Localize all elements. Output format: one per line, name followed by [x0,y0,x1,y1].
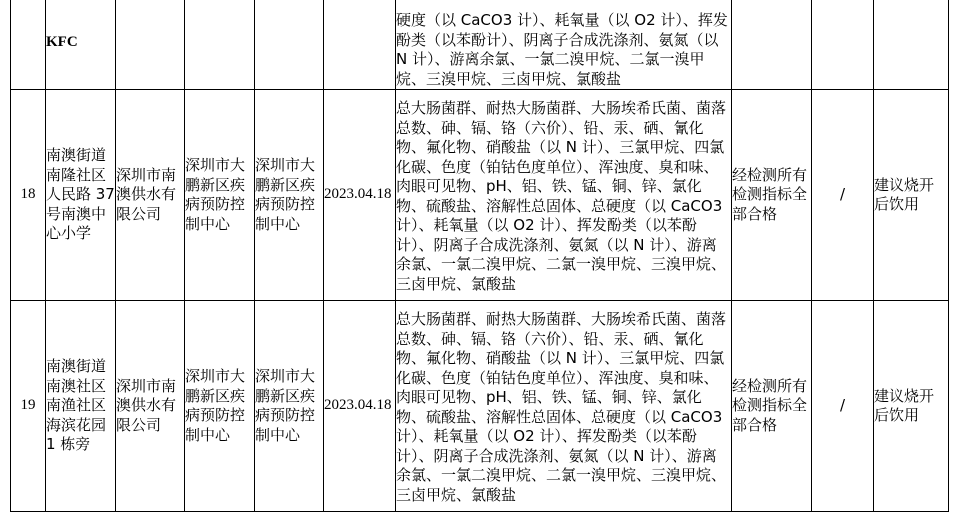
advice: 建议烧开后饮用 [874,90,949,301]
sampling-unit: 深圳市大鹏新区疾病预防控制中心 [185,301,255,512]
testing-unit [255,0,324,90]
test-items [396,0,732,90]
test-result: 经检测所有检测指标全部合格 [732,301,812,512]
sampling-date: 2023.04.18 [324,90,396,301]
test-items-text: 总大肠菌群、耐热大肠菌群、大肠埃希氏菌、菌落总数、砷、镉、铬（六价）、铅、汞、硒、氰化物、氟化物、硝酸盐（以 N 计）、三氯甲烷、四氯化碳、色度（铂钴色度单位）、浑浊度、臭和味、肉眼可见物、pH、铝、铁、锰、铜、锌、氯化物、硫酸盐、溶解性总固体、总硬度（以 CaCO3 计）、耗氧量（以 O2 计）、挥发酚类（以苯酚计）、阴离子合成洗涤剂、氨氮（以 N 计）、游离余氯、一氯二溴甲烷、二氯一溴甲烷、三溴甲烷、三卤甲烷、氯酸盐 [396,310,727,504]
unqualified-items [812,0,874,90]
table-row [11,0,949,90]
water-supplier [116,0,185,90]
testing-unit: 深圳市大鹏新区疾病预防控制中心 [255,301,324,512]
unqualified-items: / [812,301,874,512]
sampling-date [324,0,396,90]
row-number: 19 [11,301,46,512]
sampling-location: KFC [46,0,116,90]
test-items [396,90,732,301]
table-row [11,90,949,301]
advice [874,0,949,90]
water-quality-table [10,0,949,512]
test-result: 经检测所有检测指标全部合格 [732,90,812,301]
water-supplier: 深圳市南澳供水有限公司 [116,301,185,512]
sampling-unit [185,0,255,90]
water-supplier: 深圳市南澳供水有限公司 [116,90,185,301]
test-result [732,0,812,90]
sampling-unit: 深圳市大鹏新区疾病预防控制中心 [185,90,255,301]
testing-unit: 深圳市大鹏新区疾病预防控制中心 [255,90,324,301]
test-items [396,301,732,512]
test-items-text: 硬度（以 CaCO3 计）、耗氧量（以 O2 计）、挥发酚类（以苯酚计）、阴离子合成洗涤剂、氨氮（以 N 计）、游离余氯、一氯二溴甲烷、二氯一溴甲烷、三溴甲烷、三卤甲烷、氯酸盐 [396,11,728,88]
row-number [11,0,46,90]
unqualified-items: / [812,90,874,301]
advice: 建议烧开后饮用 [874,301,949,512]
sampling-location: 南澳街道南隆社区人民路 37 号南澳中心小学 [46,90,116,301]
sampling-location: 南澳街道南澳社区南渔社区海滨花园 1 栋旁 [46,301,116,512]
row-number: 18 [11,90,46,301]
table-row [11,301,949,512]
sampling-date: 2023.04.18 [324,301,396,512]
test-items-text: 总大肠菌群、耐热大肠菌群、大肠埃希氏菌、菌落总数、砷、镉、铬（六价）、铅、汞、硒、氰化物、氟化物、硝酸盐（以 N 计）、三氯甲烷、四氯化碳、色度（铂钴色度单位）、浑浊度、臭和味、肉眼可见物、pH、铝、铁、锰、铜、锌、氯化物、硫酸盐、溶解性总固体、总硬度（以 CaCO3 计）、耗氧量（以 O2 计）、挥发酚类（以苯酚计）、阴离子合成洗涤剂、氨氮（以 N 计）、游离余氯、一氯二溴甲烷、二氯一溴甲烷、三溴甲烷、三卤甲烷、氯酸盐 [396,99,727,293]
